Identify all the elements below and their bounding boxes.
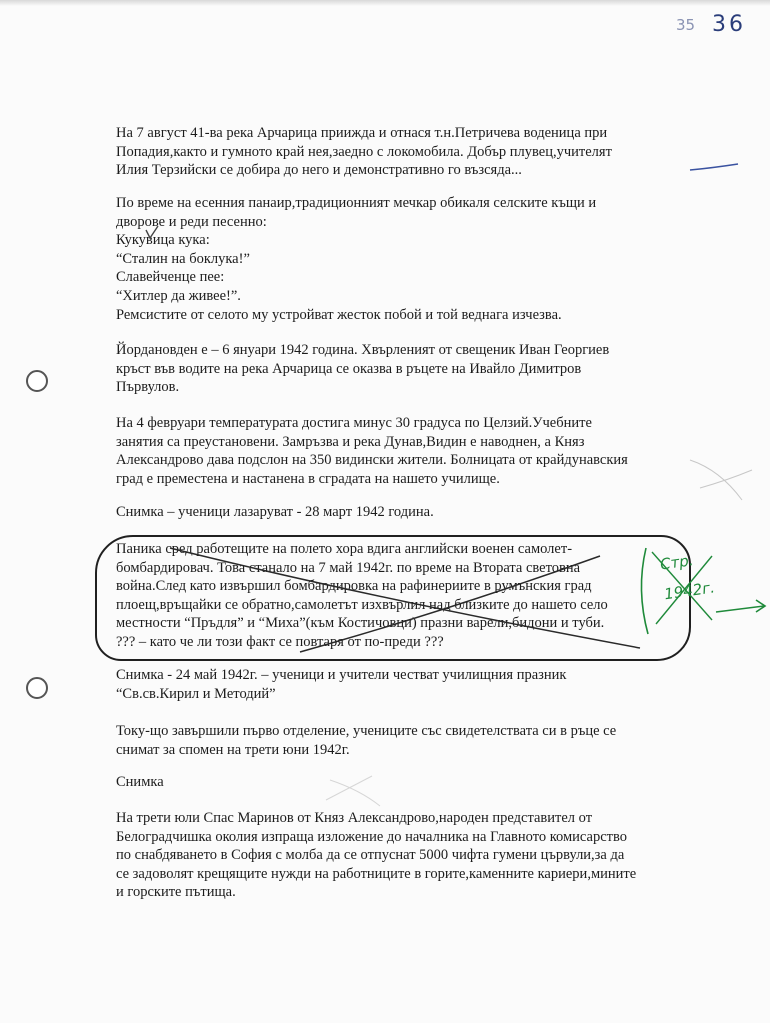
text-line: Първулов. [116,379,180,396]
text-line: Ремсистите от селото му устройват жесток побой и той веднага изчезва. [116,306,562,323]
text-line: Снимка - 24 май 1942г. – ученици и учители честват училищния празник [116,667,567,683]
text-line: Снимка [116,774,164,790]
text-line: “Сталин на боклука!” [116,250,250,267]
text-line: дворове и реди песенно: [116,213,267,230]
text-line: На трети юли Спас Маринов от Княз Александрово,народен представител от [116,810,593,826]
text-line: ??? – като че ли този факт се повтаря от по-преди ??? [116,633,444,650]
text-line: и горските пътища. [116,884,236,901]
text-line: “Св.св.Кирил и Методий” [116,685,276,702]
margin-note-line: Стр. [658,551,695,574]
faint-pencil-scribble [690,460,752,500]
text-line: “Хитлер да живее!”. [116,287,241,304]
text-line: война.След като извършил бомбардировка на рафинериите в румънския град [116,578,592,595]
page-number-new: 36 [712,12,746,37]
text-line: Току-що завършили първо отделение, учениците със свидетелствата си в ръце се [116,723,617,739]
blue-pen-stroke [690,164,738,170]
text-line: по снабдяването в София с молба да се отпуснат 5000 чифта гумени цървули,за да [116,847,625,864]
text-line: бомбардировач. Това станало на 7 май 1942г. по време на Втората световна [116,559,581,576]
text-line: Паника сред работещите на полето хора вдига английски военен самолет- [116,541,573,557]
faint-pencil-scribble [326,776,380,806]
text-line: Снимка – ученици лазаруват - 28 март 1942 година. [116,504,434,520]
text-line: Белоградчишка околия изпраща изложение до началника на Главното комисарство [116,828,628,845]
margin-note-line: 1942г. [663,578,716,604]
text-line: Попадия,както и гумното край нея,заедно с локомобила. Добър плувец,учителят [116,143,612,160]
text-line: Илия Терзийски се добира до него и демонстративно го възсяда... [116,162,522,179]
strike-line [300,556,600,652]
green-bracket [641,548,648,634]
page-number-old: 35 [676,16,696,34]
margin-note [658,543,717,609]
text-line: плоещ,връщайки се обратно,самолетът изхвърлил над близките до нашето село [116,596,608,613]
text-line: град е преместена и настанена в сградата на нашето училище. [116,470,500,487]
text-line: Александрово дава подслон на 350 видински жители. Болницата от крайдунавския [116,452,628,469]
text-line: Славейченце пее: [116,269,225,286]
text-line: По време на есенния панаир,традиционният мечкар обикаля селските къщи и [116,195,597,211]
check-mark-icon [146,226,158,238]
text-line: местности “Пръдля” и “Миха”(към Костичовци) празни варели,бидони и туби. [116,615,605,632]
text-line: На 4 февруари температурата достига минус 30 градуса по Целзий.Учебните [116,415,592,431]
text-line: Кукувица кука: [116,232,210,249]
text-line: кръст във водите на река Арчарица се оказва в ръцете на Ивайло Димитров [116,360,582,377]
text-line: занятия са преустановени. Замръзва и река Дунав,Видин е наводнен, а Княз [116,433,585,450]
strike-line [170,548,640,648]
text-line: Йордановден е – 6 януари 1942 година. Хвърленият от свещеник Иван Георгиев [116,342,610,358]
text-line: снимат за спомен на трети юни 1942г. [116,741,350,758]
text-line: На 7 август 41-ва река Арчарица прииждa и отнася т.н.Петричева воденица при [116,125,608,141]
text-line: се задоволят крещящите нужди на работниците в горите,каменните кариери,мините [116,865,637,882]
